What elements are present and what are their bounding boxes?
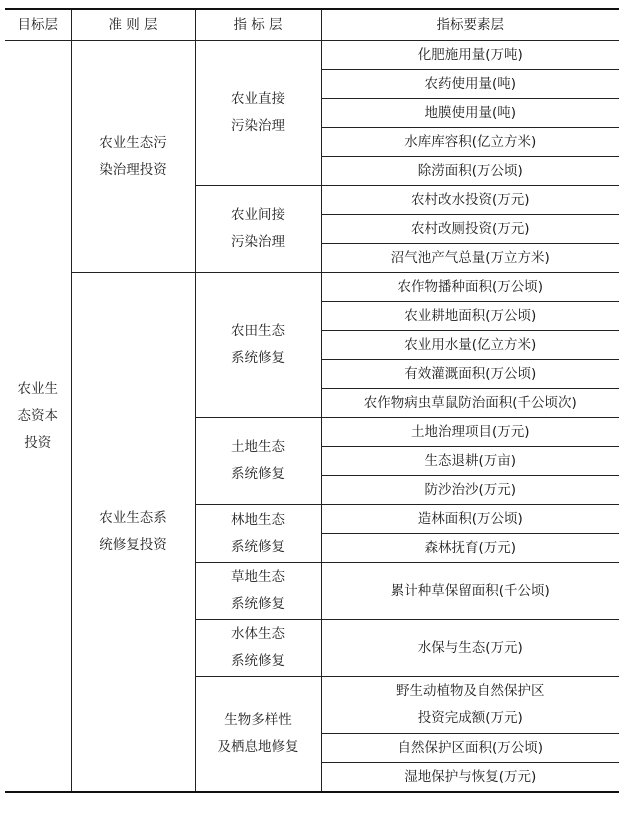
element-cell: 农作物播种面积(万公顷)	[321, 273, 619, 302]
criterion-line-1: 农业生态系	[99, 510, 167, 526]
indicator-line-1: 草地生态	[231, 569, 285, 585]
table-row	[5, 273, 619, 302]
element-cell: 生态退耕(万亩)	[321, 447, 619, 476]
header-indicator-layer: 指 标 层	[195, 9, 321, 41]
indicator-cell	[195, 418, 321, 505]
indicator-cell	[195, 186, 321, 273]
element-cell: 自然保护区面积(万公顷)	[321, 734, 619, 763]
header-row	[5, 9, 619, 41]
table-wrapper	[5, 8, 619, 793]
element-cell: 森林抚育(万元)	[321, 534, 619, 563]
element-cell: 有效灌溉面积(万公顷)	[321, 360, 619, 389]
element-cell: 地膜使用量(吨)	[321, 99, 619, 128]
element-cell: 农业耕地面积(万公顷)	[321, 302, 619, 331]
element-cell: 农村改水投资(万元)	[321, 186, 619, 215]
element-cell: 造林面积(万公顷)	[321, 505, 619, 534]
element-cell: 农业用水量(亿立方米)	[321, 331, 619, 360]
table-row	[5, 41, 619, 70]
indicator-cell	[195, 620, 321, 677]
indicator-line-1: 农田生态	[231, 323, 285, 339]
element-cell: 农村改厕投资(万元)	[321, 215, 619, 244]
indicator-line-2: 系统修复	[231, 350, 285, 366]
header-target-layer: 目标层	[5, 9, 71, 41]
indicator-line-2: 系统修复	[231, 596, 285, 612]
target-line-3: 投资	[24, 434, 52, 451]
indicator-table	[5, 8, 619, 793]
element-cell: 农作物病虫草鼠防治面积(千公顷次)	[321, 389, 619, 418]
header-criterion-layer: 准 则 层	[71, 9, 195, 41]
indicator-cell	[195, 677, 321, 793]
element-cell: 农药使用量(吨)	[321, 70, 619, 99]
criterion-line-2: 染治理投资	[99, 161, 167, 178]
element-cell: 沼气池产气总量(万立方米)	[321, 244, 619, 273]
element-cell: 除涝面积(万公顷)	[321, 157, 619, 186]
criterion-cell	[71, 41, 195, 273]
element-cell: 水库库容积(亿立方米)	[321, 128, 619, 157]
indicator-cell	[195, 41, 321, 186]
indicator-line-2: 污染治理	[231, 234, 285, 250]
indicator-line-1: 水体生态	[231, 626, 285, 642]
indicator-line-2: 及栖息地修复	[217, 739, 299, 755]
indicator-line-2: 系统修复	[231, 653, 285, 669]
target-line-1: 农业生	[17, 380, 58, 397]
element-cell: 化肥施用量(万吨)	[321, 41, 619, 70]
target-layer-cell	[5, 41, 71, 793]
indicator-line-1: 土地生态	[231, 439, 285, 455]
indicator-line-2: 污染治理	[231, 118, 285, 134]
header-element-layer: 指标要素层	[321, 9, 619, 41]
criterion-line-1: 农业生态污	[99, 134, 167, 151]
element-cell: 累计种草保留面积(千公顷)	[321, 563, 619, 620]
element-line-1: 野生动植物及自然保护区	[396, 683, 545, 699]
element-cell: 土地治理项目(万元)	[321, 418, 619, 447]
indicator-line-2: 系统修复	[231, 466, 285, 482]
criterion-line-2: 统修复投资	[99, 537, 167, 553]
indicator-cell	[195, 505, 321, 563]
indicator-line-1: 生物多样性	[224, 712, 292, 728]
element-cell: 防沙治沙(万元)	[321, 476, 619, 505]
indicator-line-1: 林地生态	[231, 511, 285, 528]
element-cell: 水保与生态(万元)	[321, 620, 619, 677]
element-cell	[321, 677, 619, 734]
element-cell: 湿地保护与恢复(万元)	[321, 763, 619, 793]
indicator-line-2: 系统修复	[231, 538, 285, 555]
indicator-line-1: 农业直接	[231, 91, 285, 107]
indicator-line-1: 农业间接	[231, 207, 285, 223]
target-line-2: 态资本	[17, 407, 58, 424]
element-line-2: 投资完成额(万元)	[417, 710, 523, 726]
criterion-cell	[71, 273, 195, 793]
indicator-cell	[195, 273, 321, 418]
indicator-cell	[195, 563, 321, 620]
